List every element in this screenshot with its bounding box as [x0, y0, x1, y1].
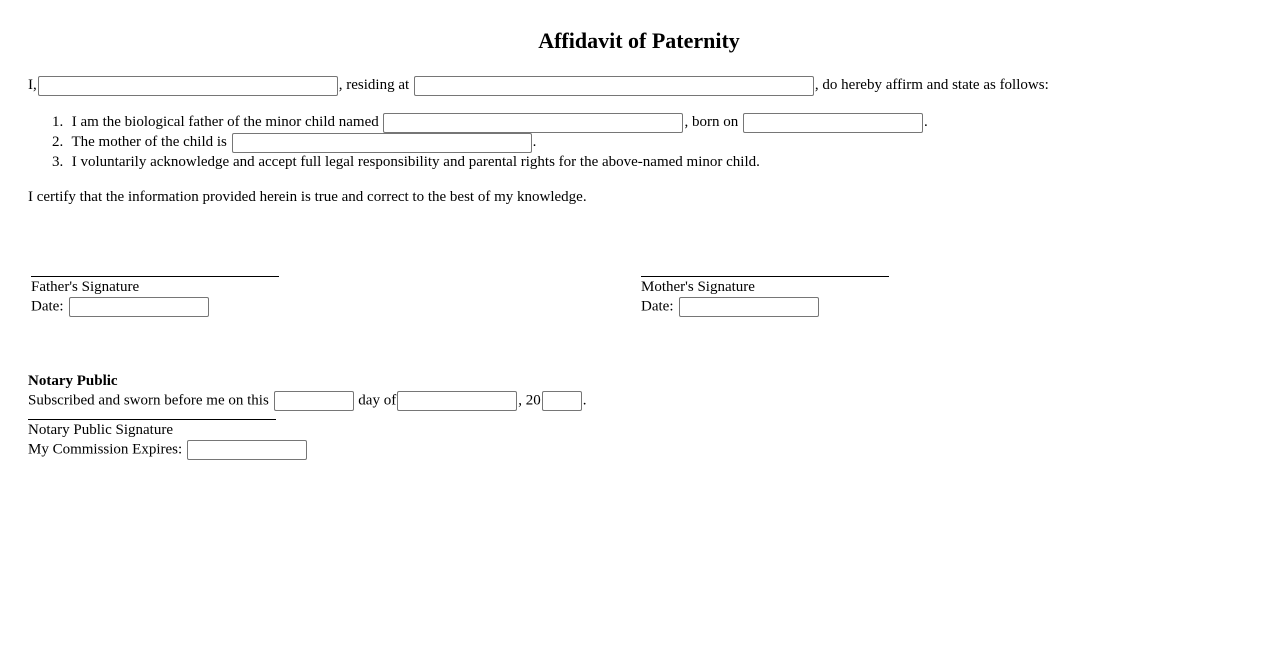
father-date-input[interactable]: [69, 297, 209, 317]
mother-signature-line: [641, 276, 889, 277]
statement-period: .: [532, 134, 537, 150]
notary-heading: Notary Public: [28, 373, 118, 389]
birth-date-input[interactable]: [743, 113, 923, 133]
father-signature-label: Father's Signature: [31, 279, 140, 295]
statement-text: I voluntarily acknowledge and accept full legal responsibility and parental rights for the above-named minor child.: [71, 154, 760, 170]
statement-list: [52, 112, 928, 172]
notary-signature-label: Notary Public Signature: [28, 422, 173, 438]
mother-date-label: Date:: [641, 298, 674, 315]
statement-number: 2.: [52, 134, 64, 150]
intro-prefix: I,: [28, 77, 37, 93]
year-prefix: , 20: [518, 392, 541, 409]
residence-input[interactable]: [414, 76, 814, 96]
commission-expires-input[interactable]: [187, 440, 307, 460]
mother-name-input[interactable]: [232, 133, 532, 153]
statement-period: .: [923, 114, 928, 130]
statement-text: The mother of the child is: [71, 134, 227, 150]
commission-row: [28, 440, 586, 460]
commission-label: My Commission Expires:: [28, 441, 183, 458]
father-signature-line: [31, 276, 279, 277]
notary-period: .: [582, 392, 587, 409]
father-signature-block: [31, 276, 279, 317]
statement-number: 1.: [52, 114, 64, 130]
document-title: Affidavit of Paternity: [538, 28, 740, 53]
notary-section: [28, 372, 586, 460]
day-of-label: day of: [358, 392, 397, 409]
mother-signature-label: Mother's Signature: [641, 279, 755, 295]
mother-signature-block: [641, 276, 889, 317]
intro-suffix: , do hereby affirm and state as follows:: [814, 77, 1049, 93]
list-item: [52, 152, 928, 172]
notary-day-input[interactable]: [274, 391, 354, 411]
sworn-prefix: Subscribed and sworn before me on this: [28, 392, 269, 409]
born-on-label: , born on: [684, 114, 739, 130]
mother-date-input[interactable]: [679, 297, 819, 317]
father-date-row: [31, 297, 279, 317]
statement-text: I am the biological father of the minor child named: [71, 114, 379, 130]
child-name-input[interactable]: [383, 113, 683, 133]
certification-text: I certify that the information provided herein is true and correct to the best of my knowledge.: [28, 189, 587, 205]
mother-date-row: [641, 297, 889, 317]
notary-signature-line: [28, 419, 276, 420]
list-item: [52, 132, 928, 152]
statement-number: 3.: [52, 154, 64, 170]
father-name-input[interactable]: [38, 76, 338, 96]
residing-label: , residing at: [338, 77, 410, 93]
notary-month-input[interactable]: [397, 391, 517, 411]
notary-year-input[interactable]: [542, 391, 582, 411]
father-date-label: Date:: [31, 298, 64, 315]
intro-line: [28, 75, 1049, 96]
list-item: [52, 112, 928, 132]
notary-sworn-row: [28, 391, 586, 411]
